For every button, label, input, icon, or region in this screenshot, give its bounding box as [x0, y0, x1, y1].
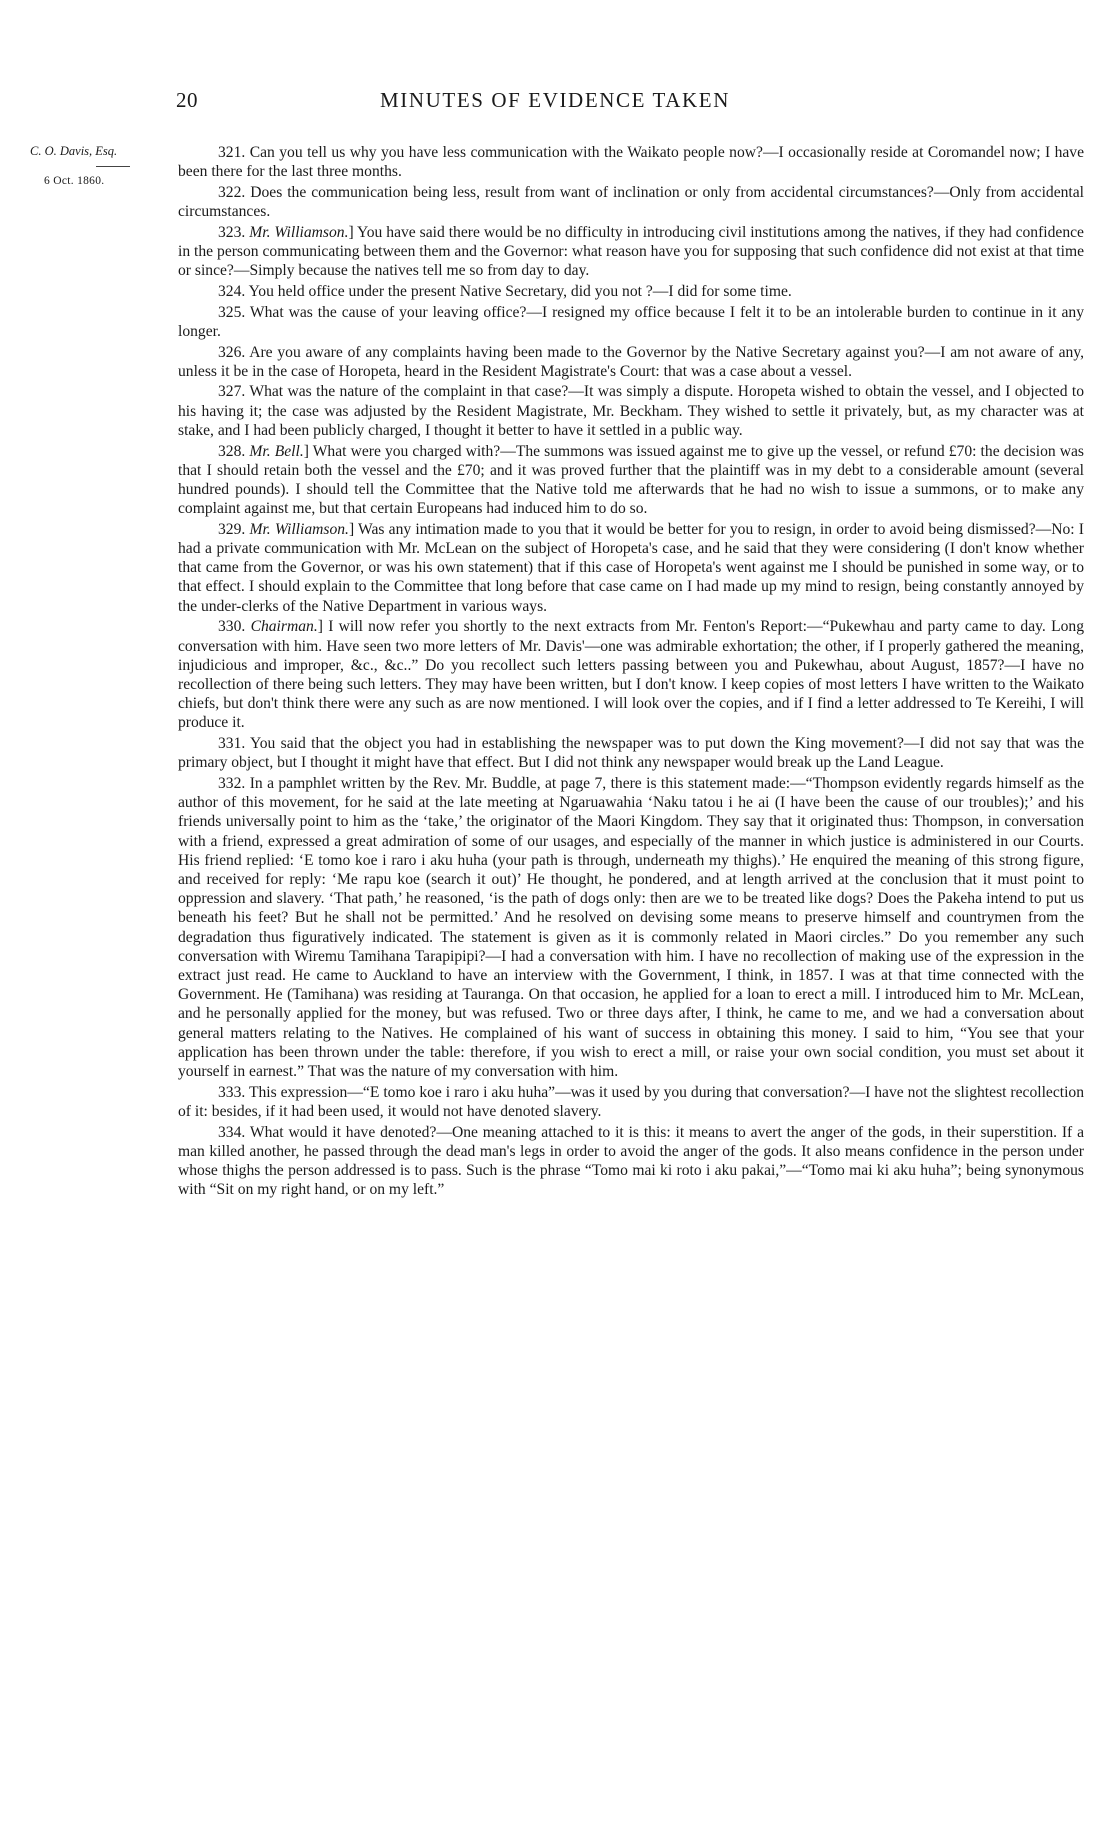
- paragraph-text: What was the nature of the complaint in that case?—It was simply a dispute. Horopeta wished to obtain the vessel, and I objected to his having it; the case was adjusted by the Resident Magistrate, Mr. Beckham. They wished to settle it privately, but, as my character was at stake, and I had been publicly charged, I thought it better to have it settled in a public way.: [178, 383, 1085, 439]
- speaker-bracket: ]: [348, 223, 358, 241]
- speaker-bracket: ]: [348, 520, 359, 538]
- question-number: 328.: [218, 442, 250, 460]
- margin-rule: [96, 166, 130, 167]
- question-number: 330.: [218, 618, 251, 636]
- paragraph-text: What would it have denoted?—One meaning attached to it is this: it means to avert the anger of the gods, in their superstition. If a man killed another, he passed through the dead man's legs in order to avoid the anger of the gods. It also means confidence in the person under whose thighs the person addressed is to pass. Such is the phrase “Tomo mai ki roto i aku pakai,”—“Tomo mai ki aku huha”; being synonymous with “Sit on my right hand, or on my left.”: [178, 1123, 1085, 1199]
- page-number: 20: [176, 88, 198, 112]
- paragraph-text: Does the communication being less, result from want of inclination or only from accidental circumstances?—Only from accidental circumstances.: [178, 183, 1084, 221]
- question-number: 327.: [218, 383, 250, 401]
- evidence-paragraph: [178, 617, 1084, 732]
- margin-witness-name: C. O. Davis, Esq.: [30, 144, 118, 158]
- evidence-paragraph: [178, 303, 1084, 341]
- question-number: 326.: [218, 343, 250, 361]
- paragraph-text: Can you tell us why you have less communication with the Waikato people now?—I occasionally reside at Coromandel now; I have been there for the last three months.: [178, 144, 1085, 181]
- evidence-paragraph: [178, 143, 1084, 181]
- evidence-paragraph: [178, 282, 1084, 301]
- speaker-name: Mr. Williamson.: [249, 520, 349, 538]
- evidence-paragraph: [178, 442, 1084, 519]
- question-number: 331.: [218, 735, 251, 753]
- evidence-paragraph: [178, 1083, 1084, 1121]
- speaker-bracket: ]: [317, 618, 329, 636]
- question-number: 322.: [218, 183, 251, 201]
- margin-note: [30, 143, 180, 189]
- running-title: MINUTES OF EVIDENCE TAKEN: [380, 88, 730, 112]
- question-number: 324.: [218, 282, 249, 300]
- paragraph-text: Was any intimation made to you that it would be better for you to resign, in order to avoid being dismissed?—No: I had a private communication with Mr. McLean on the subject of Horopeta's case, and he said that they were considering (I don't know whether that came from the Governor, or was his own statement) that if this case of Horopeta's went against me I should be punished in some way, or to that effect. I should explain to the Committee that long before that case came on I had made up my mind to resign, being constantly annoyed by the under-clerks of the Native Department in various ways.: [178, 520, 1084, 615]
- page-header: [0, 88, 1114, 118]
- paragraph-text: In a pamphlet written by the Rev. Mr. Buddle, at page 7, there is this statement made:—“Thompson evidently regards himself as the author of this movement, for he said at the late meeting at Ngaruawahia ‘Naku tatou i he ai (I have been the cause of our troubles);’ and his friends universally point to him as the ‘take,’ the originator of the Maori Kingdom. They say that it originated thus: Thompson, in conversation with a friend, expressed a great admiration of some of our usages, and especially of the manner in which justice is administered in our Courts. His friend replied: ‘E tomo koe i raro i aku huha (your path is through, underneath my thighs).’ He enquired the meaning of this strong figure, and received for reply: ‘Me rapu koe (search it out)’ He thought, he pondered, and at length arrived at the conclusion that it must point to oppression and slavery. ‘That path,’ he reasoned, ‘is the path of dogs only: then are we to be treated like dogs? Does the Pakeha intend to put us beneath his feet? But he shall not be permitted.’ And he resolved on devising some means to preserve himself and countrymen from the degradation thus figuratively indicated. The statement is given as it is commonly related in Maori circles.” Do you remember any such conversation with Wiremu Tamihana Tarapipipi?—I had a conversation with him. I have no recollection of making use of the expression in the extract just read. He came to Auckland to have an interview with the Government, I think, in 1857. I was at that time connected with the Government. He (Tamihana) was residing at Tauranga. On that occasion, he applied for a loan to erect a mill. I introduced him to Mr. McLean, and he personally applied for the money, but was refused. Two or three days after, I think, he came to me, and we had a conversation about general matters relating to the Natives. He complained of his want of success in obtaining this money. I said to him, “You see that your application has been thrown under the table: therefore, if you wish to erect a mill, or raise your own social condition, you must set about it yourself in earnest.” That was the nature of my conversation with him.: [178, 775, 1084, 1081]
- evidence-paragraph: [178, 774, 1084, 1081]
- paragraph-text: What was the cause of your leaving office?—I resigned my office because I felt it to be an intolerable burden to continue in it any longer.: [178, 303, 1085, 340]
- question-number: 334.: [218, 1123, 250, 1141]
- paragraph-text: Are you aware of any complaints having been made to the Governor by the Native Secretary against you?—I am not aware of any, unless it be in the case of Horopeta, heard in the Resident Magistrate's Court: that was a case about a vessel.: [178, 343, 1084, 380]
- question-number: 323.: [218, 223, 250, 241]
- speaker-name: Mr. Williamson.: [249, 223, 349, 241]
- paragraph-text: You held office under the present Native Secretary, did you not ?—I did for some time.: [248, 282, 792, 300]
- speaker-name: Mr. Bell.: [249, 442, 304, 460]
- evidence-paragraph: [178, 382, 1084, 440]
- margin-date: 6 Oct. 1860.: [44, 175, 105, 187]
- evidence-paragraph: [178, 343, 1084, 381]
- question-number: 332.: [218, 775, 250, 792]
- paragraph-text: You said that the object you had in establishing the newspaper was to put down the King movement?—I did not say that was the primary object, but I thought it might have that effect. But I did not think any newspaper would break up the Land League.: [178, 735, 1084, 772]
- paragraph-text: What were you charged with?—The summons was issued against me to give up the vessel, or refund £70: the decision was that I should retain both the vessel and the £70; and it was proved further that the plaintiff was in my debt to a considerable amount (several hundred pounds). I should tell the Committee that the Native told me afterwards that he had no wish to issue a summons, or to make any complaint against me, but that certain Europeans had induced him to do so.: [178, 442, 1085, 518]
- paragraph-text: I will now refer you shortly to the next extracts from Mr. Fenton's Report:—“Pukewhau and party came to day. Long conversation with him. Have seen two more letters of Mr. Davis'—one was admirable exhortation; the other, if I properly gathered the meaning, injudicious and improper, &c., &c..” Do you recollect such letters passing between you and Pukewhau, about August, 1857?—I have no recollection of there being such letters. They may have been written, but I don't know. I keep copies of most letters I have written to the Waikato chiefs, but don't think there were any such as are now mentioned. I will look over the copies, and if I find a letter addressed to Te Kereihi, I will produce it.: [178, 618, 1084, 732]
- evidence-paragraph: [178, 183, 1084, 221]
- question-number: 321.: [218, 144, 250, 161]
- evidence-paragraph: [178, 734, 1084, 772]
- evidence-paragraph: [178, 520, 1084, 616]
- paragraph-text: This expression—“E tomo koe i raro i aku huha”—was it used by you during that conversation?—I have not the slightest recollection of it: besides, if it had been used, it would not have denoted slavery.: [178, 1083, 1085, 1120]
- paragraph-text: You have said there would be no difficulty in introducing civil institutions among the natives, if they had confidence in the person communicating between them and the Governor: what reason have you for supposing that such confidence did not exist at that time or since?—Simply because the natives tell me so from day to day.: [178, 223, 1084, 280]
- evidence-paragraph: [178, 223, 1084, 281]
- question-number: 333.: [218, 1083, 249, 1101]
- question-number: 329.: [218, 520, 250, 538]
- speaker-name: Chairman.: [250, 618, 318, 636]
- evidence-body: [178, 143, 1084, 1201]
- evidence-paragraph: [178, 1123, 1084, 1200]
- speaker-bracket: ]: [303, 442, 313, 460]
- question-number: 325.: [218, 303, 250, 321]
